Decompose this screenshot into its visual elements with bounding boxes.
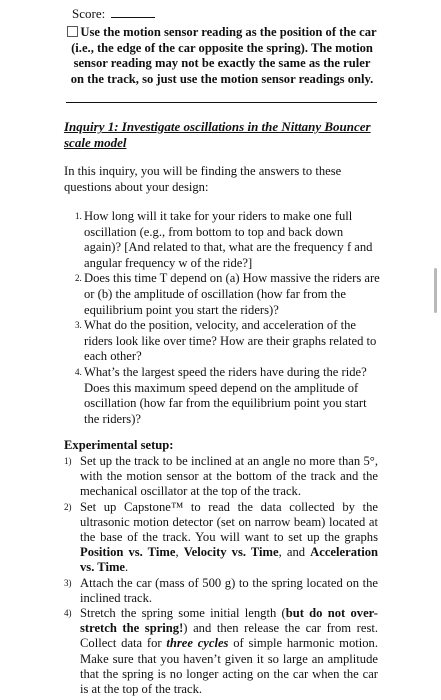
setup-steps-list [64, 454, 378, 697]
list-item [64, 318, 380, 365]
graph-name-acceleration: Acceleration vs. Time [80, 545, 378, 575]
section-divider [66, 102, 377, 103]
list-item [64, 271, 380, 318]
score-blank [111, 6, 155, 18]
question-number: 3. [75, 320, 82, 331]
step-number: 1) [64, 456, 72, 466]
list-item [64, 454, 378, 500]
step-text: Set up the track to be inclined at an angle no more than 5°, with the motion sensor at the bottom of the track and the mechanical oscillator at the top of the track. [80, 454, 378, 499]
question-number: 1. [75, 211, 82, 221]
score-label: Score: [72, 6, 106, 21]
sentence-end: . [125, 560, 129, 575]
notice-text: Use the motion sensor reading as the position of the car (i.e., the edge of the car opposite the spring). The motion sensor reading may not be exactly the same as the ruler on the track, so just use the motion sensor readings only. [70, 25, 377, 86]
warning-text: but do not over-stretch the spring! [80, 606, 378, 636]
inquiry-intro: In this inquiry, you will be finding the answers to these questions about your design: [64, 164, 342, 194]
checkbox-icon[interactable] [67, 26, 78, 37]
separator: , [175, 545, 184, 560]
question-text: How long will it take for your riders to make one full oscillation (e.g., from bottom to top and back down again)? [And related to that, what are the frequency f and angular frequency w of the ride?] [84, 209, 373, 270]
step-number: 2) [64, 501, 72, 512]
question-text: What’s the largest speed the riders have during the ride? Does this maximum speed depend on the amplitude of oscillation (how far from the equilibrium point you start the riders)? [84, 364, 367, 426]
question-text: What do the position, velocity, and acceleration of the riders look like over time? How are their graphs related to each other? [84, 318, 377, 364]
motion-sensor-notice [66, 25, 378, 87]
list-item [64, 209, 380, 271]
list-item [64, 606, 378, 697]
step-text: ) and then release the car from rest. Collect data for [80, 621, 378, 651]
score-line [72, 6, 155, 22]
graph-name-position: Position vs. Time [80, 545, 176, 560]
question-number: 4. [75, 366, 82, 377]
inquiry-title: Inquiry 1: Investigate oscillations in the Nittany Bouncer scale model [64, 119, 371, 150]
step-number: 4) [64, 608, 72, 619]
scrollbar-thumb[interactable] [434, 268, 437, 313]
list-item [64, 576, 378, 606]
question-text: Does this time T depend on (a) How massive the riders are or (b) the amplitude of oscillation (how far from the equilibrium point you start the riders)? [84, 271, 380, 317]
separator: , and [278, 545, 311, 560]
step-text: of simple harmonic motion. Make sure that you haven’t given it so large an amplitude that the spring is no longer acting on the car when the car is at the top of the track. [80, 636, 379, 697]
graph-name-velocity: Velocity vs. Time [183, 545, 279, 560]
step-text: Attach the car (mass of 500 g) to the spring located on the inclined track. [80, 575, 378, 605]
list-item [64, 500, 378, 576]
question-number: 2. [75, 273, 82, 284]
list-item [64, 365, 380, 427]
experimental-setup-heading: Experimental setup: [64, 438, 174, 452]
step-text: Set up Capstone™ to read the data collected by the ultrasonic motion detector (set on narrow beam) located at the base of the track. You will want to set up the graphs [80, 499, 378, 545]
step-text: Stretch the spring some initial length ( [80, 606, 286, 621]
emphasis-text: three cycles [166, 636, 229, 651]
step-number: 3) [64, 577, 72, 588]
question-list [64, 209, 380, 427]
